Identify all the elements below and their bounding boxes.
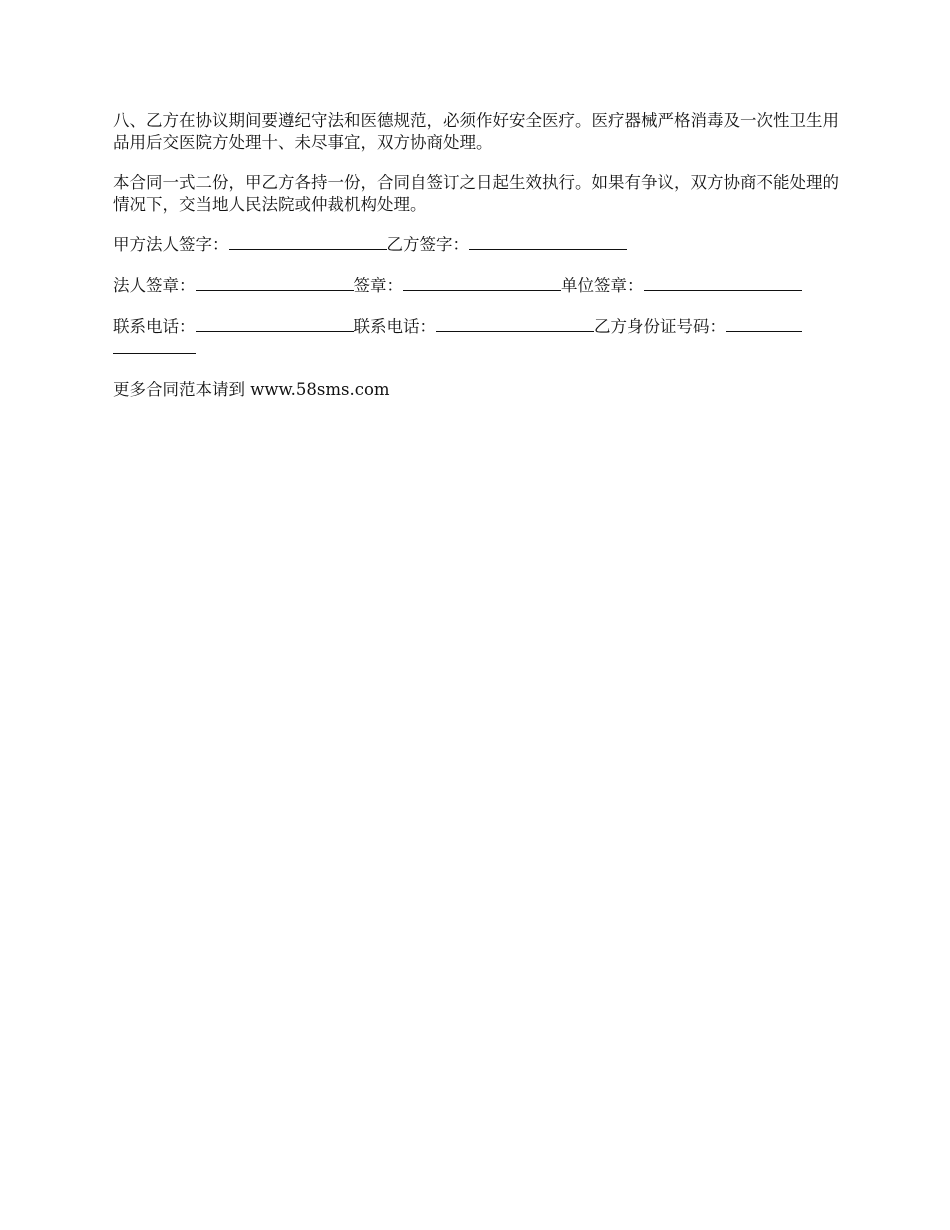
unit-seal-blank (644, 275, 802, 291)
unit-seal-label: 单位签章： (561, 276, 644, 295)
party-b-id-blank-continued (113, 338, 196, 354)
party-a-legal-sign-label: 甲方法人签字： (113, 235, 229, 254)
party-a-legal-sign-blank (229, 234, 387, 250)
legal-seal-label: 法人签章： (113, 276, 196, 295)
seal-blank (403, 275, 561, 291)
document-page (113, 110, 840, 401)
contract-copies-paragraph: 本合同一式二份，甲乙方各持一份，合同自签订之日起生效执行。如果有争议，双方协商不能处理的情况下，交当地人民法院或仲裁机构处理。 (113, 173, 839, 214)
signature-row-1 (113, 234, 840, 256)
phone-b-label: 联系电话： (353, 317, 436, 336)
party-b-sign-label: 乙方签字： (386, 235, 469, 254)
party-b-sign-blank (469, 234, 627, 250)
clause-eight-paragraph: 八、乙方在协议期间要遵纪守法和医德规范，必须作好安全医疗。医疗器械严格消毒及一次性卫生用品用后交医院方处理十、未尽事宜，双方协商处理。 (113, 111, 839, 152)
party-b-id-label: 乙方身份证号码： (594, 317, 726, 336)
phone-a-label: 联系电话： (113, 317, 196, 336)
party-b-id-blank (726, 316, 802, 332)
legal-seal-blank (196, 275, 354, 291)
signature-row-3 (113, 316, 840, 360)
phone-b-blank (436, 316, 594, 332)
footer-note: 更多合同范本请到 www.58sms.com (113, 380, 390, 399)
signature-row-2 (113, 275, 840, 297)
seal-label: 签章： (353, 276, 403, 295)
phone-a-blank (196, 316, 354, 332)
